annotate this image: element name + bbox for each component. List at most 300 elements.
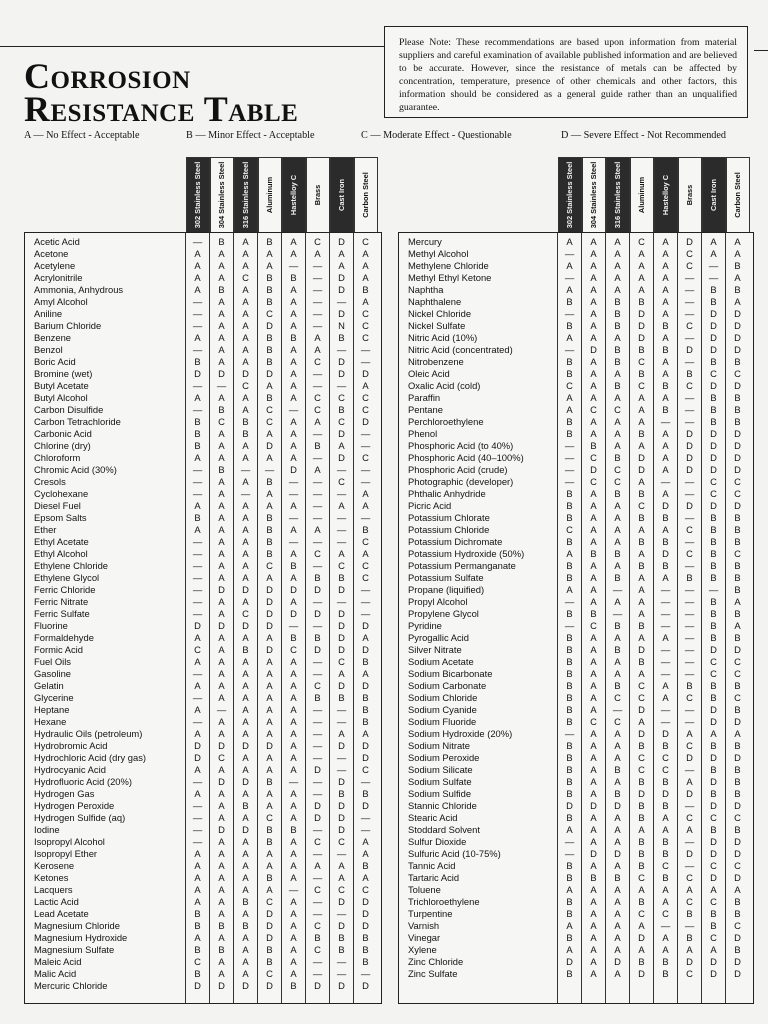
chemical-name: Photographic (developer) [408, 476, 514, 487]
grade-cell: — [192, 812, 203, 823]
grade-cell: C [686, 320, 693, 331]
grade-cell: D [590, 464, 597, 475]
grade-cell: D [218, 776, 225, 787]
grade-cell: B [566, 644, 573, 655]
grade-cell: D [710, 332, 717, 343]
grade-cell: B [662, 536, 669, 547]
grade-cell: A [242, 692, 249, 703]
chemical-name: Magnesium Hydroxide [34, 932, 128, 943]
grade-cell: D [734, 644, 741, 655]
grade-cell: D [710, 800, 717, 811]
grade-cell: B [638, 344, 645, 355]
grade-cell: A [590, 692, 597, 703]
grade-cell: — [192, 596, 203, 607]
grade-cell: A [638, 476, 645, 487]
grade-cell: B [362, 944, 369, 955]
grade-cell: B [566, 896, 573, 907]
grade-column [581, 233, 605, 1003]
grade-cell: A [290, 800, 297, 811]
grade-cell: B [194, 356, 201, 367]
grade-cell: B [734, 632, 741, 643]
grade-cell: B [614, 452, 621, 463]
grade-cell: A [614, 824, 621, 835]
grade-cell: D [338, 356, 345, 367]
grade-cell: A [338, 860, 345, 871]
grade-cell: A [590, 416, 597, 427]
grade-cell: D [662, 728, 669, 739]
grade-cell: D [710, 752, 717, 763]
grade-cell: B [362, 692, 369, 703]
grade-cell: — [684, 308, 695, 319]
grade-cell: A [734, 884, 741, 895]
grade-cell: A [218, 860, 225, 871]
grade-cell: A [662, 692, 669, 703]
grade-cell: — [660, 620, 671, 631]
grade-cell: D [662, 500, 669, 511]
grade-cell: — [312, 428, 323, 439]
grade-cell: — [192, 488, 203, 499]
grade-cell: A [638, 944, 645, 955]
grade-cell: C [734, 488, 741, 499]
grade-cell: D [338, 608, 345, 619]
grade-cell: C [638, 908, 645, 919]
grade-cell: — [336, 764, 347, 775]
grade-cell: A [194, 656, 201, 667]
grade-cell: D [662, 788, 669, 799]
grade-cell: A [614, 968, 621, 979]
chemical-name: Sulfuric Acid (10-75%) [408, 848, 501, 859]
grade-cell: C [194, 644, 201, 655]
grade-cell: B [242, 416, 249, 427]
grade-cell: A [590, 920, 597, 931]
grade-cell: B [566, 680, 573, 691]
grade-cell: D [266, 908, 273, 919]
grade-cell: — [360, 776, 371, 787]
grade-cell: A [662, 896, 669, 907]
grade-cell: A [590, 584, 597, 595]
grade-cell: A [590, 236, 597, 247]
chemical-name: Acetone [34, 248, 69, 259]
grade-cell: A [194, 728, 201, 739]
grade-cell: B [290, 560, 297, 571]
grade-cell: — [660, 476, 671, 487]
grade-cell: A [218, 836, 225, 847]
grade-cell: D [362, 680, 369, 691]
grade-cell: A [662, 440, 669, 451]
grade-cell: A [566, 584, 573, 595]
grade-cell: B [662, 968, 669, 979]
chemical-name: Silver Nitrate [408, 644, 462, 655]
grade-cell: — [708, 260, 719, 271]
grade-cell: A [614, 416, 621, 427]
grade-cell: A [242, 884, 249, 895]
grade-cell: A [290, 692, 297, 703]
grade-cell: A [218, 668, 225, 679]
grade-cell: A [218, 908, 225, 919]
chemical-name: Ferric Sulfate [34, 608, 90, 619]
grade-cell: B [614, 644, 621, 655]
grade-cell: D [638, 644, 645, 655]
grade-cell: D [686, 464, 693, 475]
grade-cell: A [638, 284, 645, 295]
grade-cell: A [590, 536, 597, 547]
grade-cell: A [614, 896, 621, 907]
chemical-name: Sodium Sulfate [408, 776, 472, 787]
grade-cell: A [218, 356, 225, 367]
grade-cell: B [614, 572, 621, 583]
grade-cell: A [614, 944, 621, 955]
grade-cell: — [564, 728, 575, 739]
grade-cell: B [638, 896, 645, 907]
chemical-name: Ammonia, Anhydrous [34, 284, 124, 295]
grade-cell: — [264, 464, 275, 475]
chemical-name: Acetylene [34, 260, 76, 271]
material-header [306, 157, 330, 232]
chemical-name: Cresols [34, 476, 66, 487]
chemical-name: Zinc Chloride [408, 956, 464, 967]
grade-cell: C [590, 716, 597, 727]
grade-cell: A [362, 248, 369, 259]
grade-cell: B [638, 740, 645, 751]
grade-cell: A [266, 488, 273, 499]
grade-cell: A [362, 500, 369, 511]
chemical-name: Nitric Acid (concentrated) [408, 344, 513, 355]
grade-cell: — [684, 356, 695, 367]
grade-cell: D [566, 800, 573, 811]
grade-cell: A [290, 368, 297, 379]
grade-column [329, 233, 353, 1003]
grade-cell: A [614, 236, 621, 247]
grade-cell: B [638, 620, 645, 631]
grade-cell: A [614, 884, 621, 895]
grade-cell: A [194, 860, 201, 871]
grade-cell: A [590, 968, 597, 979]
grade-cell: B [194, 512, 201, 523]
grade-cell: C [362, 452, 369, 463]
grade-cell: B [734, 260, 741, 271]
grade-cell: — [192, 308, 203, 319]
material-header-label: 304 Stainless Steel [588, 161, 598, 229]
grade-cell: A [290, 704, 297, 715]
grade-cell: A [566, 884, 573, 895]
grade-cell: — [564, 596, 575, 607]
grade-cell: — [684, 596, 695, 607]
grade-cell: B [290, 332, 297, 343]
grade-cell: B [266, 512, 273, 523]
grade-cell: A [566, 944, 573, 955]
grade-cell: A [566, 332, 573, 343]
grade-cell: A [686, 944, 693, 955]
chemical-name: Ethylene Glycol [34, 572, 100, 583]
grade-cell: A [242, 812, 249, 823]
grade-cell: C [362, 884, 369, 895]
grade-cell: B [266, 536, 273, 547]
grade-cell: B [566, 560, 573, 571]
grade-cell: D [194, 368, 201, 379]
grade-cell: A [566, 920, 573, 931]
grade-cell: — [360, 428, 371, 439]
grade-cell: B [614, 488, 621, 499]
chemical-name: Boric Acid [34, 356, 76, 367]
grade-cell: D [338, 920, 345, 931]
chemical-name: Glycerine [34, 692, 74, 703]
grade-cell: — [312, 740, 323, 751]
grade-cell: A [290, 848, 297, 859]
grade-column [605, 233, 629, 1003]
grade-cell: D [662, 548, 669, 559]
chemical-name: Propylene Glycol [408, 608, 479, 619]
grade-cell: A [614, 260, 621, 271]
grade-cell: A [242, 632, 249, 643]
chemical-name: Epsom Salts [34, 512, 87, 523]
grade-cell: C [242, 608, 249, 619]
grade-cell: A [734, 728, 741, 739]
grade-cell: C [338, 656, 345, 667]
grade-cell: C [590, 620, 597, 631]
grade-cell: — [684, 920, 695, 931]
grade-cell: A [638, 920, 645, 931]
grade-cell: C [590, 404, 597, 415]
grade-cell: B [266, 284, 273, 295]
material-header [186, 157, 210, 232]
chemical-name: Methylene Chloride [408, 260, 489, 271]
chemical-name: Mercury [408, 236, 442, 247]
grade-cell: A [614, 920, 621, 931]
grade-cell: A [590, 656, 597, 667]
chemical-name: Sodium Silicate [408, 764, 473, 775]
grade-cell: A [290, 284, 297, 295]
grade-cell: A [614, 392, 621, 403]
grade-cell: B [686, 368, 693, 379]
grade-cell: — [312, 320, 323, 331]
grade-cell: C [638, 764, 645, 775]
grade-cell: C [362, 404, 369, 415]
grade-cell: C [338, 416, 345, 427]
grade-cell: C [734, 668, 741, 679]
grade-cell: A [686, 884, 693, 895]
grade-cell: A [290, 308, 297, 319]
chemical-name: Hydrogen Sulfide (aq) [34, 812, 126, 823]
grade-cell: A [290, 716, 297, 727]
grade-cell: A [242, 356, 249, 367]
grade-cell: A [242, 656, 249, 667]
grade-cell: A [662, 260, 669, 271]
grade-cell: A [242, 548, 249, 559]
grade-cell: B [734, 680, 741, 691]
grade-cell: B [590, 548, 597, 559]
grade-cell: A [218, 248, 225, 259]
chemical-name: Sodium Fluoride [408, 716, 477, 727]
grade-cell: D [686, 956, 693, 967]
grade-cell: B [710, 920, 717, 931]
grade-cell: B [662, 848, 669, 859]
grade-cell: A [590, 368, 597, 379]
grade-cell: A [638, 572, 645, 583]
chemical-name: Hydrochloric Acid (dry gas) [34, 752, 147, 763]
chemical-name: Potassium Hydroxide (50%) [408, 548, 525, 559]
grade-cell: B [566, 320, 573, 331]
grade-cell: — [312, 260, 323, 271]
grade-cell: A [590, 728, 597, 739]
grade-cell: A [590, 572, 597, 583]
grade-cell: D [242, 776, 249, 787]
grade-cell: A [290, 500, 297, 511]
grade-cell: D [638, 968, 645, 979]
grade-cell: B [566, 752, 573, 763]
grade-cell: D [242, 368, 249, 379]
chemical-name: Sodium Nitrate [408, 740, 471, 751]
grade-cell: — [336, 848, 347, 859]
chemical-name: Oxalic Acid (cold) [408, 380, 481, 391]
note-rule [754, 50, 768, 51]
grade-cell: — [312, 896, 323, 907]
chemical-name: Sulfur Dioxide [408, 836, 467, 847]
grade-cell: A [290, 968, 297, 979]
grade-cell: D [734, 320, 741, 331]
grade-cell: C [314, 404, 321, 415]
grade-cell: A [590, 500, 597, 511]
chemical-name: Magnesium Chloride [34, 920, 120, 931]
grade-cell: B [710, 764, 717, 775]
grade-cell: A [638, 440, 645, 451]
grade-cell: B [566, 500, 573, 511]
grade-cell: C [266, 968, 273, 979]
grade-cell: A [590, 668, 597, 679]
grade-cell: A [662, 308, 669, 319]
grade-cell: C [314, 944, 321, 955]
grade-cell: C [710, 656, 717, 667]
grade-cell: D [710, 344, 717, 355]
grade-cell: A [734, 272, 741, 283]
grade-cell: A [710, 944, 717, 955]
grade-cell: — [360, 356, 371, 367]
grade-cell: A [638, 584, 645, 595]
grade-cell: C [362, 308, 369, 319]
grade-cell: A [614, 596, 621, 607]
grade-cell: D [338, 980, 345, 991]
grade-cell: B [266, 524, 273, 535]
grade-cell: D [566, 956, 573, 967]
grade-cell: C [710, 668, 717, 679]
grade-cell: A [614, 524, 621, 535]
grade-cell: A [242, 560, 249, 571]
grade-cell: — [288, 488, 299, 499]
grade-cell: — [192, 296, 203, 307]
grade-cell: A [638, 716, 645, 727]
grade-cell: A [218, 500, 225, 511]
grade-cell: D [686, 344, 693, 355]
grade-cell: C [362, 536, 369, 547]
grade-cell: D [266, 740, 273, 751]
grade-cell: — [360, 344, 371, 355]
grade-cell: B [710, 560, 717, 571]
grade-column [281, 233, 305, 1003]
grade-cell: B [710, 788, 717, 799]
chemical-name: Potassium Dichromate [408, 536, 503, 547]
grade-cell: C [362, 764, 369, 775]
grade-cell: A [290, 668, 297, 679]
chemical-name: Diesel Fuel [34, 500, 81, 511]
chemical-name: Benzol [34, 344, 63, 355]
grade-cell: B [266, 944, 273, 955]
grade-cell: C [638, 236, 645, 247]
grade-cell: — [288, 476, 299, 487]
chemical-name: Propane (liquified) [408, 584, 485, 595]
grade-cell: — [684, 536, 695, 547]
grade-cell: A [218, 896, 225, 907]
grade-cell: C [338, 884, 345, 895]
grade-cell: A [194, 524, 201, 535]
grade-cell: C [686, 896, 693, 907]
grade-cell: D [614, 956, 621, 967]
grade-cell: A [242, 296, 249, 307]
grade-cell: D [734, 500, 741, 511]
grade-cell: D [710, 380, 717, 391]
grade-cell: A [590, 560, 597, 571]
grade-cell: D [710, 968, 717, 979]
grade-cell: D [710, 956, 717, 967]
grade-cell: A [266, 500, 273, 511]
grade-cell: A [194, 704, 201, 715]
grade-cell: B [194, 440, 201, 451]
grade-column [701, 233, 725, 1003]
grade-cell: D [266, 320, 273, 331]
chemical-name: Propyl Alcohol [408, 596, 468, 607]
grade-cell: C [242, 380, 249, 391]
grade-cell: B [638, 860, 645, 871]
grade-cell: D [710, 500, 717, 511]
grade-cell: A [590, 908, 597, 919]
grade-cell: A [362, 872, 369, 883]
material-header-label: Hastelloy C [660, 174, 670, 216]
grade-cell: A [266, 848, 273, 859]
grade-column [653, 233, 677, 1003]
grade-cell: D [290, 584, 297, 595]
chemical-name: Potassium Sulfate [408, 572, 484, 583]
grade-cell: C [614, 464, 621, 475]
grade-cell: A [242, 248, 249, 259]
grade-cell: — [312, 500, 323, 511]
grade-cell: A [218, 320, 225, 331]
grade-cell: B [638, 560, 645, 571]
material-header-label: Aluminum [264, 176, 274, 214]
grade-cell: D [686, 848, 693, 859]
grade-cell: C [362, 332, 369, 343]
grade-cell: C [338, 476, 345, 487]
grade-cell: B [218, 404, 225, 415]
grade-cell: A [242, 536, 249, 547]
grade-cell: A [242, 452, 249, 463]
grade-cell: B [614, 344, 621, 355]
chemical-name: Mercuric Chloride [34, 980, 108, 991]
grade-cell: C [242, 272, 249, 283]
grade-cell: — [312, 728, 323, 739]
grade-cell: A [218, 332, 225, 343]
grade-cell: — [192, 464, 203, 475]
material-header-label: Cast Iron [708, 178, 718, 212]
grade-cell: — [312, 284, 323, 295]
grade-cell: B [566, 656, 573, 667]
grade-cell: A [218, 440, 225, 451]
grade-cell: — [564, 344, 575, 355]
grade-cell: A [338, 872, 345, 883]
grade-cell: B [566, 356, 573, 367]
grade-cell: D [362, 740, 369, 751]
grade-cell: A [590, 824, 597, 835]
grade-column [725, 233, 749, 1003]
grade-cell: — [312, 272, 323, 283]
grade-cell: A [662, 524, 669, 535]
